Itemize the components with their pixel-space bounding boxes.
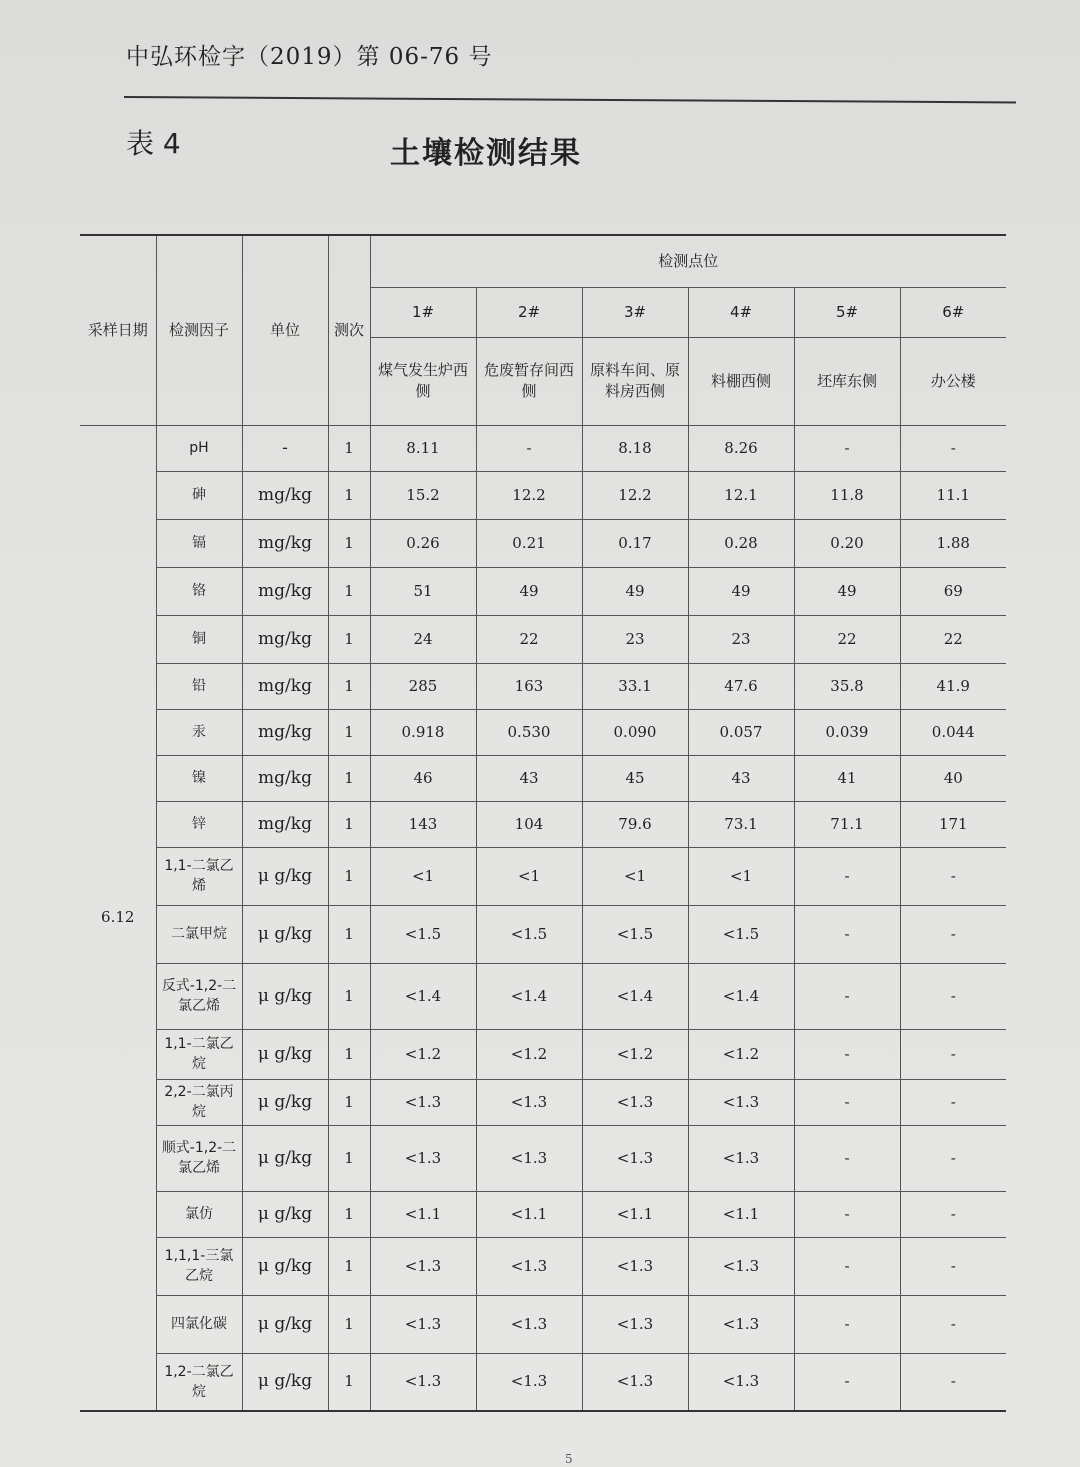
factor-cell: 1,1-二氯乙烷 xyxy=(156,1029,242,1079)
value-cell: <1 xyxy=(582,847,688,905)
table-row xyxy=(80,567,1006,615)
unit-cell: mg/kg xyxy=(242,615,328,663)
page-number: 5 xyxy=(565,1452,573,1466)
table-header xyxy=(80,235,1006,425)
factor-cell: 四氯化碳 xyxy=(156,1295,242,1353)
value-cell: 0.20 xyxy=(794,519,900,567)
count-cell: 1 xyxy=(328,1191,370,1237)
value-cell: <1.4 xyxy=(688,963,794,1029)
count-cell: 1 xyxy=(328,663,370,709)
unit-cell: μ g/kg xyxy=(242,1125,328,1191)
value-cell: 22 xyxy=(476,615,582,663)
value-cell: 73.1 xyxy=(688,801,794,847)
value-cell: 0.057 xyxy=(688,709,794,755)
table-row xyxy=(80,905,1006,963)
unit-cell: mg/kg xyxy=(242,567,328,615)
value-cell: 43 xyxy=(476,755,582,801)
factor-cell: 2,2-二氯丙烷 xyxy=(156,1079,242,1125)
unit-cell: μ g/kg xyxy=(242,963,328,1029)
value-cell: 285 xyxy=(370,663,476,709)
value-cell: 0.918 xyxy=(370,709,476,755)
value-cell: 23 xyxy=(688,615,794,663)
point-name: 危废暂存间西侧 xyxy=(476,337,582,425)
factor-cell: pH xyxy=(156,425,242,471)
value-cell: 69 xyxy=(900,567,1006,615)
value-cell: 0.17 xyxy=(582,519,688,567)
count-cell: 1 xyxy=(328,1125,370,1191)
count-cell: 1 xyxy=(328,615,370,663)
value-cell: <1.5 xyxy=(476,905,582,963)
unit-cell: μ g/kg xyxy=(242,1237,328,1295)
value-cell: - xyxy=(794,1295,900,1353)
factor-cell: 氯仿 xyxy=(156,1191,242,1237)
count-cell: 1 xyxy=(328,847,370,905)
value-cell: - xyxy=(794,963,900,1029)
value-cell: 33.1 xyxy=(582,663,688,709)
value-cell: <1.5 xyxy=(370,905,476,963)
value-cell: 12.2 xyxy=(476,471,582,519)
header-row-1 xyxy=(80,235,1006,287)
value-cell: 79.6 xyxy=(582,801,688,847)
value-cell: 41 xyxy=(794,755,900,801)
unit-cell: μ g/kg xyxy=(242,1029,328,1079)
table-row xyxy=(80,1125,1006,1191)
value-cell: <1.3 xyxy=(582,1079,688,1125)
unit-cell: - xyxy=(242,425,328,471)
value-cell: - xyxy=(794,1125,900,1191)
value-cell: 40 xyxy=(900,755,1006,801)
value-cell: 49 xyxy=(794,567,900,615)
value-cell: 8.11 xyxy=(370,425,476,471)
value-cell: <1.2 xyxy=(582,1029,688,1079)
value-cell: <1.3 xyxy=(688,1353,794,1411)
table-row xyxy=(80,425,1006,471)
value-cell: <1.3 xyxy=(688,1079,794,1125)
value-cell: <1.5 xyxy=(688,905,794,963)
value-cell: - xyxy=(794,905,900,963)
header-count: 测次 xyxy=(328,235,370,425)
value-cell: - xyxy=(900,1029,1006,1079)
unit-cell: mg/kg xyxy=(242,755,328,801)
factor-cell: 1,1-二氯乙烯 xyxy=(156,847,242,905)
value-cell: 0.26 xyxy=(370,519,476,567)
value-cell: <1.3 xyxy=(370,1125,476,1191)
unit-cell: μ g/kg xyxy=(242,1353,328,1411)
value-cell: <1.4 xyxy=(582,963,688,1029)
value-cell: - xyxy=(794,425,900,471)
value-cell: 49 xyxy=(476,567,582,615)
value-cell: <1.1 xyxy=(370,1191,476,1237)
value-cell: - xyxy=(900,1353,1006,1411)
point-id: 2# xyxy=(476,287,582,337)
value-cell: <1.1 xyxy=(582,1191,688,1237)
header-points-group: 检测点位 xyxy=(370,235,1006,287)
unit-cell: μ g/kg xyxy=(242,905,328,963)
value-cell: 8.26 xyxy=(688,425,794,471)
value-cell: 8.18 xyxy=(582,425,688,471)
table-row xyxy=(80,709,1006,755)
value-cell: <1.3 xyxy=(476,1237,582,1295)
factor-cell: 反式-1,2-二氯乙烯 xyxy=(156,963,242,1029)
unit-cell: μ g/kg xyxy=(242,1079,328,1125)
count-cell: 1 xyxy=(328,1295,370,1353)
value-cell: <1.2 xyxy=(688,1029,794,1079)
value-cell: 15.2 xyxy=(370,471,476,519)
count-cell: 1 xyxy=(328,471,370,519)
count-cell: 1 xyxy=(328,905,370,963)
value-cell: 12.1 xyxy=(688,471,794,519)
table-row xyxy=(80,1295,1006,1353)
count-cell: 1 xyxy=(328,801,370,847)
table-row xyxy=(80,615,1006,663)
value-cell: <1.3 xyxy=(370,1353,476,1411)
table-row xyxy=(80,847,1006,905)
value-cell: 0.21 xyxy=(476,519,582,567)
value-cell: <1.3 xyxy=(688,1125,794,1191)
value-cell: <1.3 xyxy=(476,1125,582,1191)
point-id: 1# xyxy=(370,287,476,337)
value-cell: <1.3 xyxy=(370,1295,476,1353)
table-row xyxy=(80,1353,1006,1411)
table-row xyxy=(80,1191,1006,1237)
value-cell: 71.1 xyxy=(794,801,900,847)
point-name: 原料车间、原料房西侧 xyxy=(582,337,688,425)
factor-cell: 锌 xyxy=(156,801,242,847)
factor-cell: 铬 xyxy=(156,567,242,615)
factor-cell: 1,2-二氯乙烷 xyxy=(156,1353,242,1411)
value-cell: <1.4 xyxy=(370,963,476,1029)
table-row xyxy=(80,1079,1006,1125)
value-cell: <1.3 xyxy=(476,1295,582,1353)
value-cell: 0.090 xyxy=(582,709,688,755)
factor-cell: 镍 xyxy=(156,755,242,801)
unit-cell: mg/kg xyxy=(242,663,328,709)
table-row xyxy=(80,1237,1006,1295)
unit-cell: mg/kg xyxy=(242,519,328,567)
table-row xyxy=(80,471,1006,519)
unit-cell: mg/kg xyxy=(242,471,328,519)
value-cell: 22 xyxy=(900,615,1006,663)
factor-cell: 汞 xyxy=(156,709,242,755)
value-cell: <1.4 xyxy=(476,963,582,1029)
value-cell: 47.6 xyxy=(688,663,794,709)
value-cell: 35.8 xyxy=(794,663,900,709)
value-cell: - xyxy=(900,1125,1006,1191)
value-cell: 0.28 xyxy=(688,519,794,567)
unit-cell: mg/kg xyxy=(242,709,328,755)
factor-cell: 铜 xyxy=(156,615,242,663)
value-cell: <1.1 xyxy=(476,1191,582,1237)
count-cell: 1 xyxy=(328,1237,370,1295)
value-cell: - xyxy=(900,847,1006,905)
value-cell: - xyxy=(900,1237,1006,1295)
value-cell: <1.3 xyxy=(582,1353,688,1411)
value-cell: <1.3 xyxy=(476,1079,582,1125)
header-unit: 单位 xyxy=(242,235,328,425)
factor-cell: 二氯甲烷 xyxy=(156,905,242,963)
unit-cell: μ g/kg xyxy=(242,1191,328,1237)
count-cell: 1 xyxy=(328,1353,370,1411)
sampling-date: 6.12 xyxy=(80,425,156,1411)
count-cell: 1 xyxy=(328,963,370,1029)
table-row xyxy=(80,755,1006,801)
value-cell: - xyxy=(794,1191,900,1237)
count-cell: 1 xyxy=(328,1029,370,1079)
header-factor: 检测因子 xyxy=(156,235,242,425)
value-cell: 104 xyxy=(476,801,582,847)
value-cell: - xyxy=(794,1029,900,1079)
value-cell: - xyxy=(900,1079,1006,1125)
results-table-wrapper xyxy=(80,234,1006,1412)
count-cell: 1 xyxy=(328,755,370,801)
count-cell: 1 xyxy=(328,1079,370,1125)
factor-cell: 镉 xyxy=(156,519,242,567)
table-row xyxy=(80,519,1006,567)
value-cell: <1 xyxy=(370,847,476,905)
table-row xyxy=(80,1029,1006,1079)
value-cell: 43 xyxy=(688,755,794,801)
value-cell: 49 xyxy=(688,567,794,615)
value-cell: 0.039 xyxy=(794,709,900,755)
value-cell: 11.8 xyxy=(794,471,900,519)
value-cell: 0.530 xyxy=(476,709,582,755)
value-cell: 143 xyxy=(370,801,476,847)
value-cell: <1.3 xyxy=(370,1237,476,1295)
value-cell: <1.2 xyxy=(476,1029,582,1079)
point-id: 5# xyxy=(794,287,900,337)
table-body xyxy=(80,425,1006,1411)
point-name: 煤气发生炉西侧 xyxy=(370,337,476,425)
value-cell: 22 xyxy=(794,615,900,663)
value-cell: - xyxy=(794,1237,900,1295)
value-cell: 49 xyxy=(582,567,688,615)
value-cell: <1.5 xyxy=(582,905,688,963)
point-name: 办公楼 xyxy=(900,337,1006,425)
value-cell: - xyxy=(794,1353,900,1411)
soil-results-table xyxy=(80,234,1006,1412)
value-cell: 1.88 xyxy=(900,519,1006,567)
value-cell: - xyxy=(476,425,582,471)
count-cell: 1 xyxy=(328,519,370,567)
value-cell: - xyxy=(900,1295,1006,1353)
count-cell: 1 xyxy=(328,567,370,615)
value-cell: <1 xyxy=(688,847,794,905)
value-cell: 12.2 xyxy=(582,471,688,519)
value-cell: 171 xyxy=(900,801,1006,847)
value-cell: <1.3 xyxy=(582,1295,688,1353)
header-rule xyxy=(124,96,1016,103)
value-cell: 46 xyxy=(370,755,476,801)
point-id: 3# xyxy=(582,287,688,337)
document-number: 中弘环检字（2019）第 06-76 号 xyxy=(126,44,493,70)
count-cell: 1 xyxy=(328,709,370,755)
value-cell: <1 xyxy=(476,847,582,905)
table-label: 表 4 xyxy=(126,127,181,160)
value-cell: <1.3 xyxy=(688,1295,794,1353)
factor-cell: 顺式-1,2-二氯乙烯 xyxy=(156,1125,242,1191)
value-cell: 11.1 xyxy=(900,471,1006,519)
factor-cell: 砷 xyxy=(156,471,242,519)
unit-cell: μ g/kg xyxy=(242,1295,328,1353)
value-cell: <1.3 xyxy=(476,1353,582,1411)
value-cell: <1.3 xyxy=(688,1237,794,1295)
factor-cell: 铅 xyxy=(156,663,242,709)
table-row xyxy=(80,963,1006,1029)
value-cell: - xyxy=(900,905,1006,963)
value-cell: <1.1 xyxy=(688,1191,794,1237)
value-cell: 45 xyxy=(582,755,688,801)
table-row xyxy=(80,801,1006,847)
value-cell: <1.3 xyxy=(582,1237,688,1295)
value-cell: 163 xyxy=(476,663,582,709)
point-name: 坯库东侧 xyxy=(794,337,900,425)
point-id: 6# xyxy=(900,287,1006,337)
value-cell: - xyxy=(900,425,1006,471)
value-cell: <1.3 xyxy=(370,1079,476,1125)
value-cell: 41.9 xyxy=(900,663,1006,709)
value-cell: 0.044 xyxy=(900,709,1006,755)
unit-cell: μ g/kg xyxy=(242,847,328,905)
table-row xyxy=(80,663,1006,709)
value-cell: <1.2 xyxy=(370,1029,476,1079)
value-cell: - xyxy=(900,963,1006,1029)
value-cell: - xyxy=(794,1079,900,1125)
value-cell: 24 xyxy=(370,615,476,663)
header-date: 采样日期 xyxy=(80,235,156,425)
value-cell: - xyxy=(794,847,900,905)
table-title: 土壤检测结果 xyxy=(390,136,582,171)
value-cell: 23 xyxy=(582,615,688,663)
point-name: 料棚西侧 xyxy=(688,337,794,425)
factor-cell: 1,1,1-三氯乙烷 xyxy=(156,1237,242,1295)
value-cell: <1.3 xyxy=(582,1125,688,1191)
value-cell: 51 xyxy=(370,567,476,615)
value-cell: - xyxy=(900,1191,1006,1237)
unit-cell: mg/kg xyxy=(242,801,328,847)
count-cell: 1 xyxy=(328,425,370,471)
point-id: 4# xyxy=(688,287,794,337)
